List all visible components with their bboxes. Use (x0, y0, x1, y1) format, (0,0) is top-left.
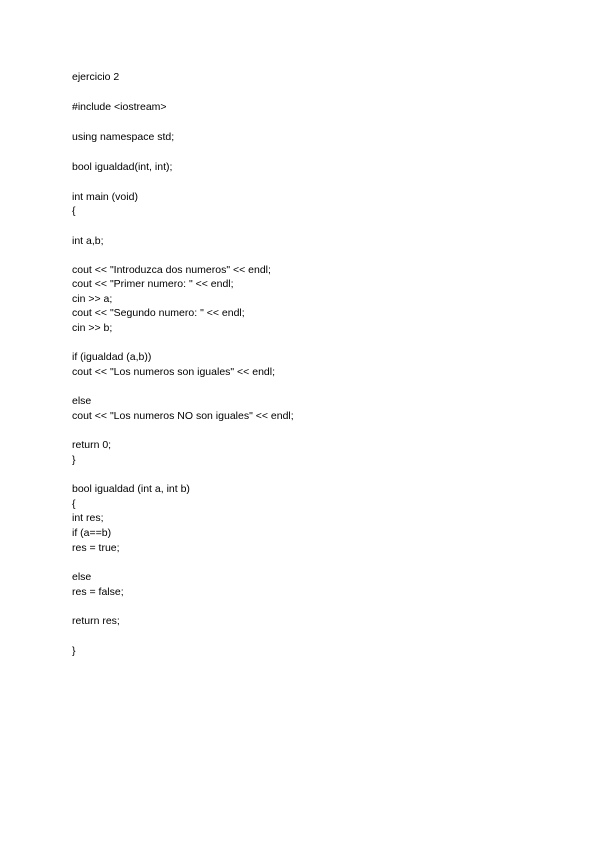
code-line: { (72, 205, 76, 217)
code-line: int main (void) (72, 191, 138, 203)
code-line: using namespace std; (72, 131, 175, 143)
code-line: bool igualdad (int a, int b) (72, 483, 190, 495)
code-line: return 0; (72, 439, 112, 451)
code-line: cout << "Los numeros son iguales" << endl; (72, 366, 276, 378)
code-line: res = false; (72, 586, 124, 598)
document-title: ejercicio 2 (72, 71, 120, 83)
code-line: cout << "Introduzca dos numeros" << endl; (72, 264, 271, 276)
code-line: else (72, 395, 92, 407)
code-line: } (72, 454, 76, 466)
code-line: if (igualdad (a,b)) (72, 351, 152, 363)
code-line: cout << "Primer numero: " << endl; (72, 278, 234, 290)
code-line: if (a==b) (72, 527, 112, 539)
code-line: return res; (72, 615, 120, 627)
code-line: cout << "Los numeros NO son iguales" << endl; (72, 410, 294, 422)
code-line: cin >> a; (72, 293, 113, 305)
code-line: int a,b; (72, 235, 104, 247)
code-line: int res; (72, 512, 104, 524)
code-line: bool igualdad(int, int); (72, 161, 173, 173)
code-line: { (72, 498, 76, 510)
code-line: else (72, 571, 92, 583)
code-line: cout << "Segundo numero: " << endl; (72, 307, 245, 319)
code-line: #include <iostream> (72, 101, 167, 113)
code-line: } (72, 645, 76, 657)
code-line: res = true; (72, 542, 120, 554)
code-line: cin >> b; (72, 322, 113, 334)
